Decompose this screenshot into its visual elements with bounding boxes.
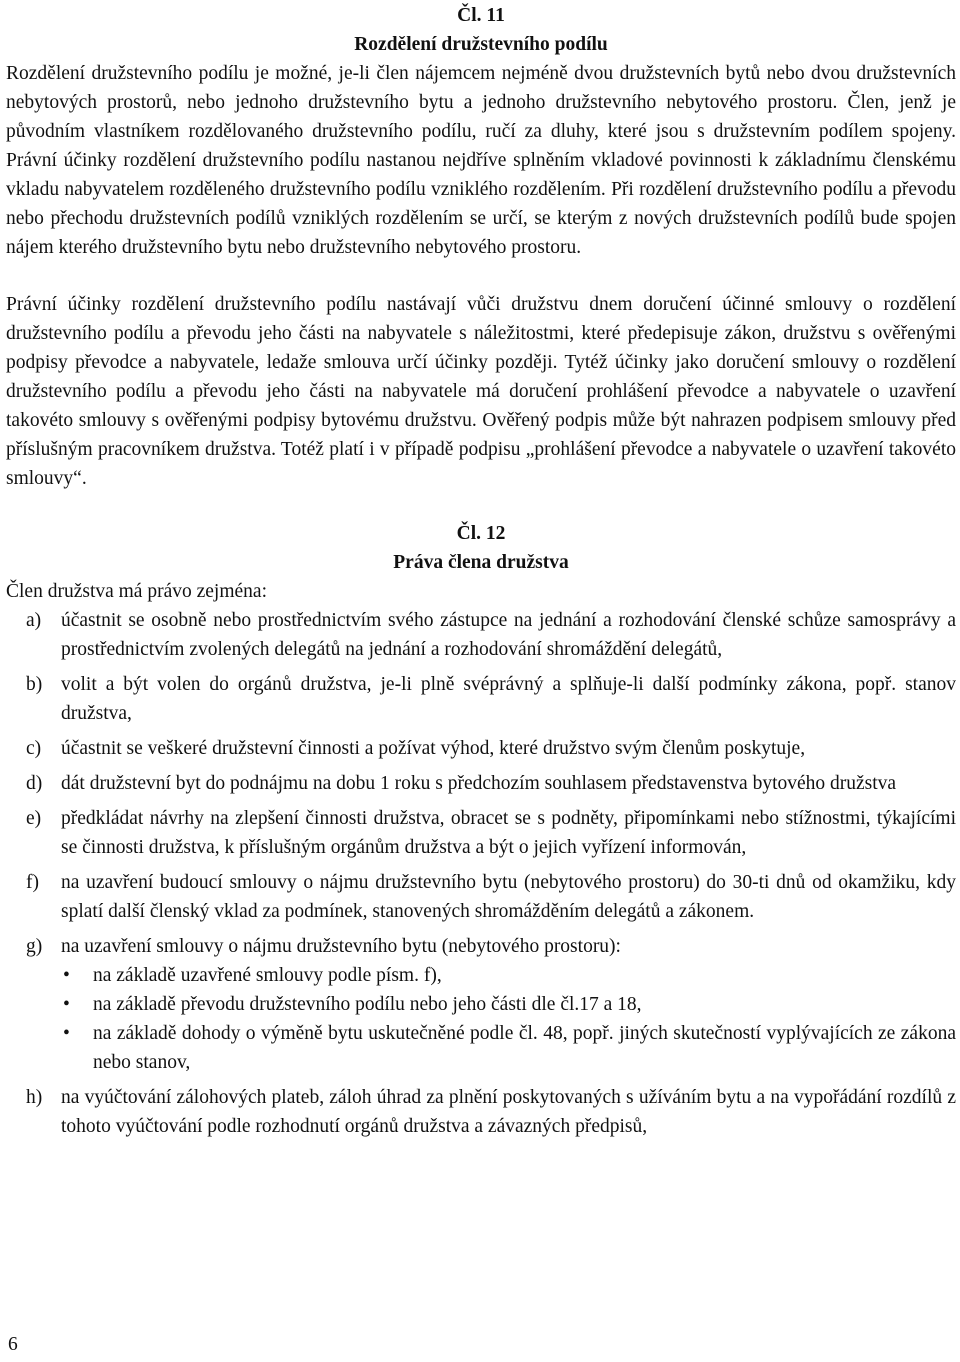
list-marker: b) <box>26 674 43 695</box>
list-item-text: na uzavření budoucí smlouvy o nájmu družstevního bytu (nebytového prostoru) do 30-ti dnů od okamžiku, kdy splatí další členský vklad za podmínek, stanovených shromážděním delegátů a zákonem. <box>61 872 956 922</box>
list-marker: g) <box>26 936 43 957</box>
list-item-text: účastnit se osobně nebo prostřednictvím svého zástupce na jednání a rozhodování členské schůze samosprávy a prostřednictvím zvolených delegátů na jednání a rozhodování shromáždění delegátů, <box>61 610 956 660</box>
list-marker: h) <box>26 1087 43 1108</box>
list-marker: c) <box>26 738 42 759</box>
list-item <box>6 670 956 728</box>
bullet-icon: • <box>63 965 70 986</box>
bullet-text: na základě převodu družstevního podílu nebo jeho části dle čl.17 a 18, <box>93 994 642 1015</box>
article-11-title: Rozdělení družstevního podílu <box>354 34 608 55</box>
article-12-number: Čl. 12 <box>456 523 506 544</box>
article-12-intro: Člen družstva má právo zejména: <box>6 581 267 602</box>
list-item <box>6 932 956 1077</box>
list-item-text: na vyúčtování zálohových plateb, záloh úhrad za plnění poskytovaných s užíváním bytu a na vypořádání rozdílů z tohoto vyúčtování podle rozhodnutí orgánů družstva a závazných předpisů, <box>61 1087 956 1137</box>
list-item <box>6 868 956 926</box>
bullet-list <box>61 961 956 1077</box>
bullet-text: na základě dohody o výměně bytu uskutečněné podle čl. 48, popř. jiných skutečností vyplývajících ze zákona nebo stanov, <box>93 1023 956 1073</box>
list-item-text: předkládat návrhy na zlepšení činnosti družstva, obracet se s podněty, připomínkami nebo stížnostmi, týkajícími se činnosti družstva, k příslušným orgánům družstva a být o jejich vyřízení informován, <box>61 808 956 858</box>
list-marker: d) <box>26 773 43 794</box>
page-number: 6 <box>8 1334 18 1355</box>
list-marker: e) <box>26 808 42 829</box>
list-marker: f) <box>26 872 39 893</box>
bullet-item <box>61 990 956 1019</box>
list-item <box>6 769 956 798</box>
list-item-text: na uzavření smlouvy o nájmu družstevního bytu (nebytového prostoru): <box>61 936 621 957</box>
article-11-number: Čl. 11 <box>457 5 505 26</box>
bullet-item <box>61 961 956 990</box>
bullet-icon: • <box>63 1023 70 1044</box>
article-12-title: Práva člena družstva <box>393 552 569 573</box>
rights-list <box>6 606 956 1141</box>
list-item <box>6 1083 956 1141</box>
article-11-paragraph-2: Právní účinky rozdělení družstevního podílu nastávají vůči družstvu dnem doručení účinné smlouvy o rozdělení družstevního podílu a převodu jeho části na nabyvatele s náležitostmi, které předepisuje zákon, družstvu s ověřenými podpisy převodce a nabyvatele, ledaže smlouva určí účinky později. Tytéž účinky jako doručení smlouvy o rozdělení družstevního podílu a převodu jeho části na nabyvatele má doručení prohlášení převodce a nabyvatele o uzavření takovéto smlouvy s ověřenými podpisy bytovému družstvu. Ověřený podpis může být nahrazen podpisem smlouvy před příslušným pracovníkem družstva. Totéž platí i v případě podpisu „prohlášení převodce a nabyvatele o uzavření takovéto smlouvy“. <box>6 294 956 489</box>
list-item-text: účastnit se veškeré družstevní činnosti a požívat výhod, které družstvo svým členům poskytuje, <box>61 738 806 759</box>
list-item-text: dát družstevní byt do podnájmu na dobu 1 roku s předchozím souhlasem představenstva bytového družstva <box>61 773 897 794</box>
bullet-icon: • <box>63 994 70 1015</box>
list-marker: a) <box>26 610 42 631</box>
bullet-item <box>61 1019 956 1077</box>
list-item-text: volit a být volen do orgánů družstva, je-li plně svéprávný a splňuje-li další podmínky zákona, popř. stanov družstva, <box>61 674 956 724</box>
list-item <box>6 734 956 763</box>
article-11-paragraph-1: Rozdělení družstevního podílu je možné, je-li člen nájemcem nejméně dvou družstevních bytů nebo dvou družstevních nebytových prostorů, nebo jednoho družstevního bytu a jednoho družstevního nebytového prostoru. Člen, jenž je původním vlastníkem rozdělovaného družstevního podílu, ručí za dluhy, které jsou s družstevním podílem spojeny. Právní účinky rozdělení družstevního podílu nastanou nejdříve splněním vkladové povinnosti k základnímu členskému vkladu nabyvatelem rozděleného družstevního podílu vzniklého rozdělením. Při rozdělení družstevního podílu a převodu nebo přechodu družstevních podílů vzniklých rozdělením se určí, se kterým z nových družstevních podílů bude spojen nájem kterého družstevního bytu nebo družstevního nebytového prostoru. <box>6 63 956 258</box>
bullet-text: na základě uzavřené smlouvy podle písm. f), <box>93 965 442 986</box>
list-item <box>6 606 956 664</box>
list-item <box>6 804 956 862</box>
document-page <box>6 0 956 1147</box>
